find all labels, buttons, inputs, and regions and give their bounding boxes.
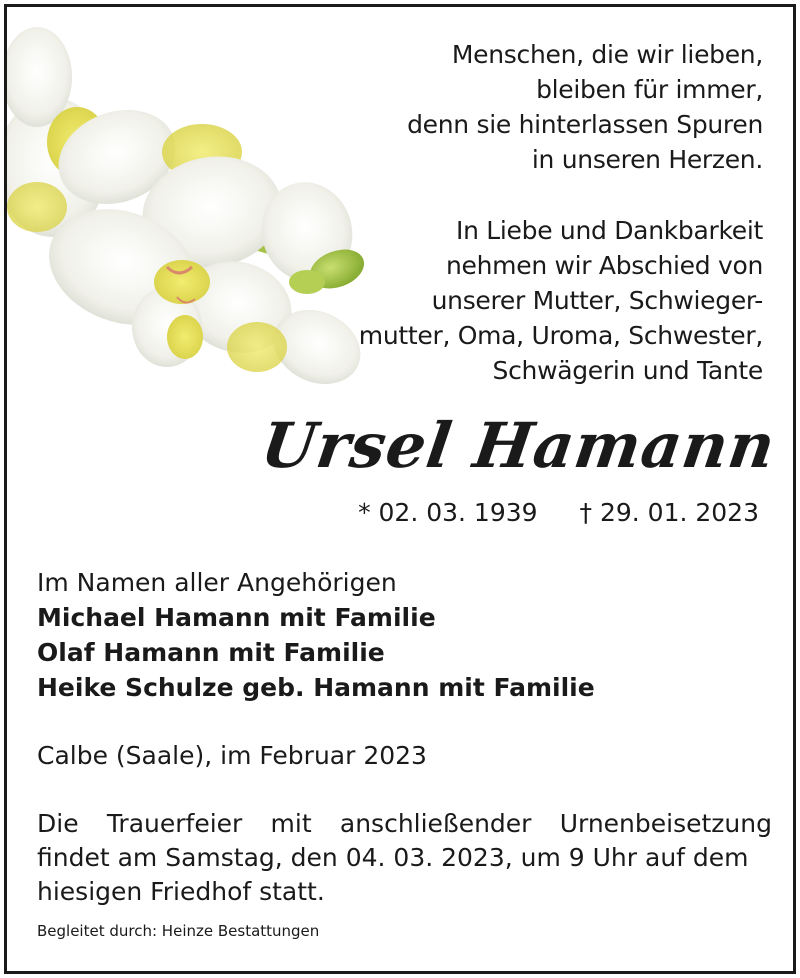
funeral-line-2: findet am Samstag, den 04. 03. 2023, um 9 Uhr auf dem [37, 843, 749, 872]
funeral-word: Urnenbeisetzung [559, 809, 772, 838]
funeral-word: Trauerfeier [106, 809, 243, 838]
family-member: Michael Hamann mit Familie [37, 603, 436, 632]
family-intro: Im Namen aller Angehörigen [37, 568, 397, 597]
poem-line: Schwägerin und Tante [492, 356, 763, 385]
poem-text [359, 37, 763, 388]
poem-line: bleiben für immer, [536, 75, 763, 104]
birth-date: * 02. 03. 1939 [358, 498, 538, 527]
funeral-word: Die [37, 809, 79, 838]
family-member: Heike Schulze geb. Hamann mit Familie [37, 673, 595, 702]
family-member: Olaf Hamann mit Familie [37, 638, 385, 667]
obituary-frame [4, 4, 796, 974]
place-and-date: Calbe (Saale), im Februar 2023 [37, 741, 427, 770]
poem-line: unserer Mutter, Schwieger- [431, 286, 763, 315]
poem-line: nehmen wir Abschied von [446, 251, 763, 280]
poem-line: in unseren Herzen. [531, 145, 763, 174]
funeral-word: mit [270, 809, 312, 838]
death-date: † 29. 01. 2023 [579, 498, 759, 527]
poem-line: mutter, Oma, Uroma, Schwester, [358, 321, 763, 350]
poem-gap [359, 177, 763, 213]
family-signatures [37, 565, 595, 705]
funeral-notice [37, 807, 772, 909]
funeral-home-credit: Begleitet durch: Heinze Bestattungen [37, 922, 320, 940]
funeral-word: anschließender [339, 809, 532, 838]
funeral-line-3: hiesigen Friedhof statt. [37, 877, 325, 906]
poem-line: In Liebe und Dankbarkeit [456, 216, 763, 245]
life-dates [358, 497, 759, 529]
poem-line: Menschen, die wir lieben, [451, 40, 763, 69]
deceased-name: Ursel Hamann [257, 409, 781, 482]
funeral-line-1 [37, 807, 772, 841]
poem-line: denn sie hinterlassen Spuren [407, 110, 763, 139]
orchid-flowers-image [7, 7, 377, 407]
